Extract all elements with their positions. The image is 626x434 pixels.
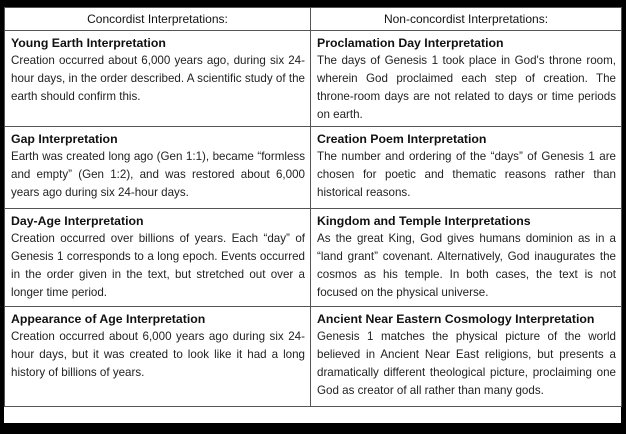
cell-title: Gap Interpretation	[11, 132, 118, 146]
cell-body: Genesis 1 matches the physical picture of the world believed in Ancient Near East religions, but presents a dramatically different theological picture, proclaiming one God as creator of all rather than many gods.	[317, 330, 616, 397]
table-cell	[5, 307, 311, 407]
document-frame	[4, 7, 621, 423]
header-concordist: Concordist Interpretations:	[5, 8, 311, 31]
table-row	[5, 307, 622, 407]
cell-body: The number and ordering of the “days” of Genesis 1 are chosen for poetic and thematic reasons rather than historical reasons.	[317, 150, 616, 199]
cell-body: Creation occurred about 6,000 years ago during six 24-hour days, but it was created to look like it had a long history of billions of years.	[11, 330, 305, 379]
cell-title: Creation Poem Interpretation	[317, 132, 487, 146]
table-row	[5, 31, 622, 127]
cell-body: Earth was created long ago (Gen 1:1), became “formless and empty” (Gen 1:2), and was restored about 6,000 years ago during six 24-hour days.	[11, 150, 305, 199]
table-cell	[311, 31, 622, 127]
cell-body: Creation occurred about 6,000 years ago, during six 24-hour days, in the order described. A scientific study of the earth should confirm this.	[11, 54, 305, 103]
interpretations-table	[4, 7, 622, 407]
cell-title: Proclamation Day Interpretation	[317, 36, 504, 50]
cell-title: Day-Age Interpretation	[11, 214, 144, 228]
cell-title: Kingdom and Temple Interpretations	[317, 214, 531, 228]
table-row	[5, 209, 622, 307]
cell-title: Appearance of Age Interpretation	[11, 312, 206, 326]
header-row	[5, 8, 622, 31]
table-cell	[5, 209, 311, 307]
header-non-concordist: Non-concordist Interpretations:	[311, 8, 622, 31]
table-row	[5, 127, 622, 209]
cell-title: Young Earth Interpretation	[11, 36, 166, 50]
table-cell	[311, 127, 622, 209]
table-cell	[5, 31, 311, 127]
cell-body: As the great King, God gives humans dominion as in a “land grant” covenant. Alternatively, God inaugurates the cosmos as his temple. In both cases, the text is not focused on the physical universe.	[317, 232, 616, 299]
cell-body: The days of Genesis 1 took place in God's throne room, wherein God proclaimed each step of creation. The throne-room days are not related to days or time periods on earth.	[317, 54, 616, 121]
table-cell	[5, 127, 311, 209]
table-cell	[311, 307, 622, 407]
cell-body: Creation occurred over billions of years. Each “day” of Genesis 1 corresponds to a long epoch. Events occurred in the order given in the text, but stretched out over a longer time period.	[11, 232, 305, 299]
table-cell	[311, 209, 622, 307]
cell-title: Ancient Near Eastern Cosmology Interpretation	[317, 312, 595, 326]
